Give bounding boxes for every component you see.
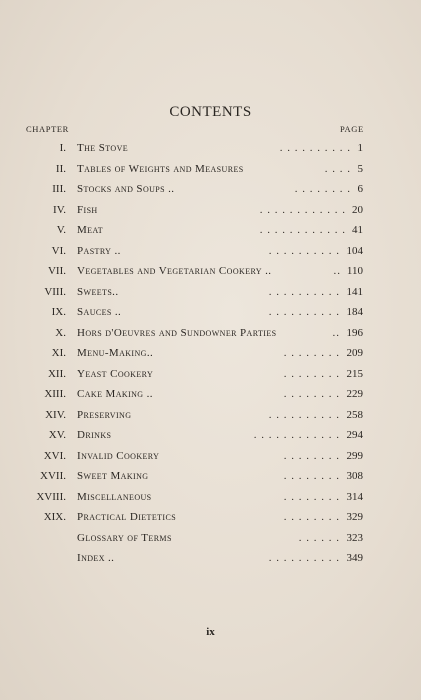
page-ref: 229: [346, 388, 363, 400]
chapter-number: XII.: [47, 367, 66, 380]
chapter-title: Menu-Making..: [77, 347, 154, 359]
leader-dots: . . . . . . . .: [294, 183, 351, 195]
page-ref: 349: [346, 552, 363, 564]
chapter-number: XIV.: [45, 408, 66, 421]
leader-dots: . . . . . . . . . . . .: [259, 224, 346, 236]
leader-dots: . . . . . . . .: [283, 449, 340, 462]
contents-title: CONTENTS: [169, 104, 252, 120]
chapter-column-header: CHAPTER: [26, 124, 69, 134]
toc-entry: [0, 241, 421, 261]
page-ref: 41: [352, 224, 363, 236]
chapter-number: IX.: [51, 306, 66, 318]
chapter-number: XI.: [51, 347, 66, 359]
page-column-header: PAGE: [340, 124, 364, 134]
page-ref: 1: [357, 142, 363, 154]
leader-dots: . . . . . . . .: [283, 367, 340, 380]
toc-entry: [0, 384, 421, 404]
page-ref: 20: [352, 203, 363, 216]
leader-dots: . . . . . . . .: [283, 470, 340, 482]
chapter-number: VI.: [51, 244, 66, 257]
chapter-number: XV.: [48, 429, 66, 441]
page-ref: 5: [357, 162, 363, 175]
toc-entry: [0, 261, 421, 281]
toc-entry: [0, 466, 421, 486]
chapter-title: Invalid Cookery: [77, 449, 160, 462]
chapter-number: VII.: [47, 265, 66, 277]
chapter-number: XVIII.: [36, 490, 66, 503]
leader-dots: . . . . . . . .: [283, 490, 340, 503]
page-ref: 209: [346, 347, 363, 359]
page-number: ix: [206, 626, 215, 638]
leader-dots: . . . . . . . . . .: [279, 142, 351, 154]
toc-entry: [0, 282, 421, 302]
leader-dots: . . . . . . . .: [283, 511, 340, 523]
page-ref: 141: [346, 285, 363, 298]
leader-dots: . . . . . . . . . . . .: [259, 203, 346, 216]
toc-entry: [0, 138, 421, 158]
toc-entry: [0, 343, 421, 363]
chapter-title: Miscellaneous: [77, 490, 152, 503]
page-ref: 196: [346, 326, 363, 339]
toc-entry: [0, 425, 421, 445]
page-ref: 308: [346, 470, 363, 482]
leader-dots: . . . . . . . . . .: [268, 244, 340, 257]
chapter-number: III.: [52, 183, 66, 195]
page-ref: 6: [357, 183, 363, 195]
toc-entry: [0, 405, 421, 425]
page-ref: 329: [346, 511, 363, 523]
chapter-title: Fish: [77, 203, 98, 216]
chapter-number: V.: [56, 224, 66, 236]
chapter-title: Hors d'Oeuvres and Sundowner Parties: [77, 326, 277, 339]
page-ref: 299: [346, 449, 363, 462]
toc-entry: [0, 302, 421, 322]
page-ref: 314: [346, 490, 363, 503]
chapter-title: Preserving: [77, 408, 132, 421]
toc-entry: [0, 200, 421, 220]
chapter-title: Pastry ..: [77, 244, 121, 257]
chapter-title: Yeast Cookery: [77, 367, 154, 380]
leader-dots: ..: [333, 265, 341, 277]
leader-dots: . . . . . . . . . .: [268, 306, 340, 318]
chapter-title: The Stove: [77, 142, 129, 154]
chapter-number: II.: [55, 162, 66, 175]
toc-entry: [0, 323, 421, 343]
chapter-number: I.: [59, 142, 66, 154]
leader-dots: ..: [332, 326, 340, 339]
leader-dots: . . . . . . . .: [283, 388, 340, 400]
chapter-number: XIX.: [43, 511, 66, 523]
toc-entry: [0, 159, 421, 179]
leader-dots: . . . .: [324, 162, 351, 175]
leader-dots: . . . . . . . . . .: [268, 285, 340, 298]
chapter-number: IV.: [53, 203, 66, 216]
chapter-title: Sweets..: [77, 285, 119, 298]
toc-entry: [0, 179, 421, 199]
chapter-number: XIII.: [44, 388, 66, 400]
page-ref: 294: [346, 429, 363, 441]
chapter-number: XVII.: [40, 470, 66, 482]
toc-entry: [0, 507, 421, 527]
chapter-title: Index ..: [77, 552, 115, 564]
chapter-title: Sweet Making: [77, 470, 149, 482]
leader-dots: . . . . . . . . . . . .: [253, 429, 340, 441]
chapter-title: Stocks and Soups ..: [77, 183, 175, 195]
chapter-number: VIII.: [44, 285, 66, 298]
chapter-title: Meat: [77, 224, 104, 236]
chapter-title: Tables of Weights and Measures: [77, 162, 244, 175]
toc-entry: [0, 487, 421, 507]
page-ref: 184: [346, 306, 363, 318]
page-ref: 215: [346, 367, 363, 380]
chapter-title: Drinks: [77, 429, 112, 441]
page-ref: 323: [346, 531, 363, 544]
toc-entry: [0, 364, 421, 384]
page-ref: 110: [346, 265, 363, 277]
leader-dots: . . . . . . . . . .: [268, 408, 340, 421]
page-ref: 104: [346, 244, 363, 257]
chapter-title: Glossary of Terms: [77, 531, 172, 544]
page-ref: 258: [346, 408, 363, 421]
toc-entry: [0, 548, 421, 568]
leader-dots: . . . . . . . . . .: [268, 552, 340, 564]
chapter-title: Vegetables and Vegetarian Cookery ..: [77, 265, 272, 277]
chapter-number: X.: [55, 326, 66, 339]
toc-entry: [0, 220, 421, 240]
chapter-title: Cake Making ..: [77, 388, 153, 400]
chapter-number: XVI.: [43, 449, 66, 462]
toc-entry: [0, 528, 421, 548]
leader-dots: . . . . . . . .: [283, 347, 340, 359]
chapter-title: Practical Dietetics: [77, 511, 177, 523]
toc-entry: [0, 446, 421, 466]
leader-dots: . . . . . .: [298, 531, 340, 544]
chapter-title: Sauces ..: [77, 306, 122, 318]
